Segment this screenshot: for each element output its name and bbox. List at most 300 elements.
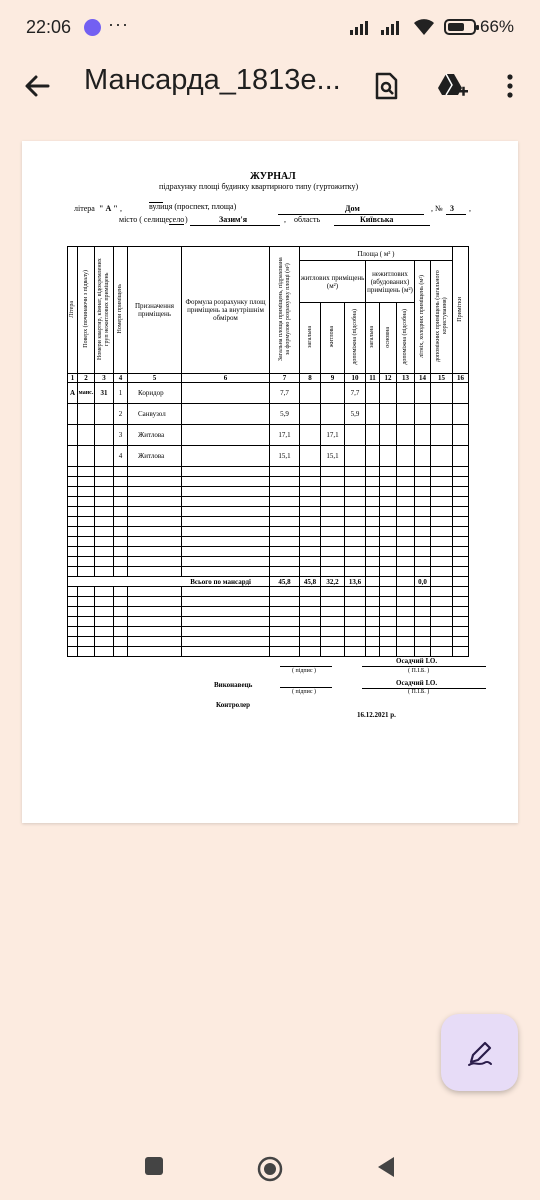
table-cell [366,547,380,557]
table-cell [397,627,415,637]
table-cell: 13 [397,374,415,383]
table-cell [182,487,270,497]
table-cell: 45,8 [270,577,300,587]
table-cell [431,627,453,637]
table-cell [366,487,380,497]
table-cell [95,557,114,567]
table-cell: 4 [114,374,128,383]
status-time: 22:06 [26,17,72,37]
table-cell [321,517,345,527]
table-cell [453,383,469,404]
table-cell: 10 [345,374,366,383]
table-cell [453,557,469,567]
table-cell [431,467,453,477]
table-cell [380,567,397,577]
table-cell [345,647,366,657]
table-cell [415,607,431,617]
table-cell [182,425,270,446]
table-cell [114,637,128,647]
table-cell [182,507,270,517]
col-header-3: Номери квартир, кімнат, відокремлених груп нежитлових приміщень [95,247,114,374]
table-cell [431,617,453,627]
table-cell [128,617,182,627]
table-cell [380,497,397,507]
table-cell [321,567,345,577]
recent-apps-icon[interactable] [143,1155,165,1177]
col-header-12: основна [380,303,397,374]
table-cell [78,567,95,577]
table-cell [397,647,415,657]
save-to-drive-icon[interactable] [432,66,472,106]
col-header-4: Номери приміщень [114,247,128,374]
table-cell [345,637,366,647]
table-cell [453,404,469,425]
table-cell [128,537,182,547]
table-cell [95,647,114,657]
table-cell [128,647,182,657]
table-cell [453,467,469,477]
table-cell [270,627,300,637]
table-cell [128,487,182,497]
table-cell [182,527,270,537]
table-cell [453,446,469,467]
search-in-document-icon[interactable] [366,66,406,106]
table-cell [380,507,397,517]
table-cell [321,537,345,547]
table-cell [380,627,397,637]
table-cell [182,627,270,637]
total-row [68,577,469,587]
table-cell [366,467,380,477]
table-cell [415,507,431,517]
table-cell: 11 [366,374,380,383]
table-cell [114,477,128,487]
table-cell: 15,1 [321,446,345,467]
table-cell [415,497,431,507]
table-cell [321,607,345,617]
table-cell [431,577,453,587]
table-cell: 14 [415,374,431,383]
table-cell [380,446,397,467]
table-cell: 17,1 [321,425,345,446]
table-cell [182,383,270,404]
annotate-button[interactable] [441,1014,518,1091]
table-cell [366,597,380,607]
table-cell [128,547,182,557]
table-cell [415,527,431,537]
back-nav-icon[interactable] [374,1155,398,1179]
table-cell [415,617,431,627]
table-cell [78,587,95,597]
table-cell [68,477,78,487]
table-cell [95,627,114,637]
table-cell [182,557,270,567]
area-table [67,246,469,657]
table-cell [182,537,270,547]
table-cell [415,547,431,557]
table-cell [128,517,182,527]
table-cell [182,446,270,467]
table-cell [345,487,366,497]
table-cell [300,637,321,647]
table-cell [182,404,270,425]
table-cell [128,497,182,507]
table-cell: Коридор [128,383,182,404]
table-cell [68,647,78,657]
table-cell [270,597,300,607]
table-cell [114,557,128,567]
table-cell [300,425,321,446]
table-cell [397,557,415,567]
table-cell: 17,1 [270,425,300,446]
table-cell [114,467,128,477]
table-cell [270,487,300,497]
table-cell: 5,9 [345,404,366,425]
table-cell [114,487,128,497]
city-selo: село [169,215,185,224]
col-header-11: загальна [366,303,380,374]
table-cell [397,537,415,547]
table-cell [128,477,182,487]
table-cell [182,597,270,607]
table-cell [68,537,78,547]
table-cell [68,637,78,647]
table-cell [114,627,128,637]
table-cell [366,425,380,446]
table-cell [453,477,469,487]
table-cell [366,587,380,597]
table-cell [300,647,321,657]
table-cell [431,607,453,617]
table-cell [321,477,345,487]
table-cell [300,477,321,487]
table-cell [114,497,128,507]
table-cell [321,637,345,647]
table-cell [270,467,300,477]
table-cell [345,597,366,607]
table-cell [397,425,415,446]
table-cell [321,497,345,507]
table-cell [78,404,95,425]
table-cell [397,497,415,507]
table-cell [380,647,397,657]
table-cell [345,627,366,637]
table-cell [453,607,469,617]
street-value: Дом [345,204,360,213]
executor-sign-caption: ( підпис ) [292,668,317,674]
table-cell [128,607,182,617]
table-cell [397,517,415,527]
table-cell [182,547,270,557]
table-row [68,383,469,404]
table-cell [397,637,415,647]
table-cell [431,507,453,517]
table-cell [78,467,95,477]
table-cell [366,577,380,587]
table-cell [128,507,182,517]
controller-sign-caption: ( підпис ) [292,689,317,695]
table-cell [270,527,300,537]
table-cell [300,517,321,527]
table-cell: 7,7 [345,383,366,404]
table-cell [453,577,469,587]
table-cell [300,487,321,497]
table-cell [182,497,270,507]
table-cell [68,607,78,617]
table-cell [114,507,128,517]
table-cell [270,497,300,507]
area-group-header: Площа ( м² ) [300,247,453,261]
table-cell [453,637,469,647]
table-cell [380,577,397,587]
table-cell [380,425,397,446]
table-cell [321,383,345,404]
table-cell [380,587,397,597]
table-cell [95,477,114,487]
table-cell [95,497,114,507]
table-cell [270,557,300,567]
table-cell: 15 [431,374,453,383]
table-cell [431,425,453,446]
table-cell [431,567,453,577]
table-cell [366,607,380,617]
table-cell [415,587,431,597]
controller-label: Контролер [216,701,251,709]
col-header-5: Призначення приміщень [128,247,182,374]
table-cell [431,647,453,657]
table-cell [453,567,469,577]
table-cell [321,617,345,627]
table-cell [321,487,345,497]
table-cell [78,425,95,446]
table-cell [321,627,345,637]
table-cell [321,597,345,607]
table-cell [182,617,270,627]
table-cell [182,637,270,647]
table-cell: 7 [270,374,300,383]
table-cell [68,617,78,627]
table-cell [95,487,114,497]
status-bar [0,0,540,56]
table-cell [321,547,345,557]
table-cell [300,537,321,547]
table-cell: 1 [68,374,78,383]
table-cell: Всього по мансарді [68,577,270,587]
table-cell [453,507,469,517]
col-header-10: допоміжна (підсобна) [345,303,366,374]
table-cell [300,467,321,477]
table-cell [453,537,469,547]
living-group-header: житлових приміщень (м²) [300,261,366,303]
table-cell [345,477,366,487]
table-cell [345,507,366,517]
table-cell: 12 [380,374,397,383]
table-cell [415,487,431,497]
table-cell [453,647,469,657]
table-cell [128,467,182,477]
table-cell [68,467,78,477]
table-cell [321,507,345,517]
table-cell [453,587,469,597]
table-cell [321,527,345,537]
column-numbers-row [68,374,469,383]
table-cell [415,637,431,647]
pdf-viewer[interactable] [0,120,540,1135]
table-cell [114,537,128,547]
table-cell [453,517,469,527]
table-cell [270,477,300,487]
table-cell [95,617,114,627]
table-cell [366,557,380,567]
table-cell [415,383,431,404]
table-cell [78,647,95,657]
table-cell: А [68,383,78,404]
table-cell [78,557,95,567]
table-cell [415,517,431,527]
table-cell [78,597,95,607]
table-cell [415,467,431,477]
table-cell [68,487,78,497]
table-cell [366,517,380,527]
table-cell [380,527,397,537]
table-cell [415,404,431,425]
table-cell [68,567,78,577]
table-cell [321,557,345,567]
table-cell [95,467,114,477]
table-cell [68,404,78,425]
table-row [68,446,469,467]
table-cell [431,557,453,567]
table-cell [95,517,114,527]
litera-label: літера [74,204,95,213]
table-cell [345,425,366,446]
table-cell [182,647,270,657]
controller-pib-caption: ( П.І.Б. ) [408,689,430,695]
document-page: ЖУРНАЛ підрахунку площі будинку квартирного типу (гуртожитку) літера " А " , вулиця (проспект, площа) Дом , № 3 , місто ( селище, село ) Зазим'я , область Київська Літера Поверх (починаючи з підвалу) Номери квартир, кімнат, відокремлених груп нежитлових приміщень Номери приміщень Призначення приміщень Формула розрахунку площ приміщень за внутрішнім обміром Загальна площа приміщень, підрахована за формулою розрахунку площі (м²) Площа ( м² ) Примітки житлових приміщень (м²) нежитлових (вбудованих) приміщень (м²) літніх, холодних приміщень (м²) допоміжних приміщень (загального користування) загальна житлова допоміжна (підсобна) загальна основна допоміжна (підсобна) 1 2 3 4 5 6 7 8 9 10 11 12 13 14 15 16 А манс. 31 1 Коридор 7,7 7,7 2 Санвузол 5,9 5,9 3 Житлова 17,1 17,1 4 Житлова 15,1 15,1 Всього по мансарді 45,8 45,8 32,2 13,6 0,0 ( підпис ) Осадчий І.О. ( П.І.Б. ) Виконавець ( підпис ) Осадчий І.О. ( П.І.Б. ) Контролер 16.12.2021 р. [22,141,518,823]
table-cell [182,517,270,527]
wifi-icon [412,17,436,37]
col-header-2: Поверх (починаючи з підвалу) [78,247,95,374]
col-header-16: Примітки [453,247,469,374]
number-label: , № [431,204,443,213]
more-options-icon[interactable] [490,66,530,106]
app-bar [0,56,540,120]
table-cell [397,404,415,425]
battery-icon [444,19,476,35]
back-arrow-icon[interactable] [18,66,58,106]
table-cell [366,404,380,425]
table-cell: 32,2 [321,577,345,587]
table-cell [300,607,321,617]
table-cell [300,587,321,597]
table-cell [397,507,415,517]
table-cell [78,527,95,537]
journal-subtitle: підрахунку площі будинку квартирного типу (гуртожитку) [159,182,359,191]
more-notifications-icon: ··· [108,14,129,34]
table-cell [380,597,397,607]
table-cell: 3 [114,425,128,446]
table-cell [415,557,431,567]
table-cell [182,567,270,577]
table-cell [345,557,366,567]
number-value: 3 [450,204,454,213]
table-cell [68,425,78,446]
table-cell [114,647,128,657]
table-cell [431,477,453,487]
table-cell: 0,0 [415,577,431,587]
table-cell: Житлова [128,446,182,467]
table-cell [78,617,95,627]
table-cell [345,617,366,627]
table-cell: Санвузол [128,404,182,425]
table-cell [345,467,366,477]
table-cell [128,557,182,567]
table-cell [345,587,366,597]
table-cell [397,577,415,587]
table-cell [415,425,431,446]
nonliving-group-header: нежитлових (вбудованих) приміщень (м²) [366,261,415,303]
table-cell [366,537,380,547]
table-cell [453,497,469,507]
table-cell [270,537,300,547]
table-cell [366,497,380,507]
table-cell [345,607,366,617]
city-value: Зазим'я [219,215,248,224]
table-cell [397,607,415,617]
table-row [68,425,469,446]
table-cell [380,607,397,617]
table-cell [380,557,397,567]
table-cell [453,425,469,446]
table-cell [397,617,415,627]
oblast-label: область [294,215,321,224]
col-header-8: загальна [300,303,321,374]
table-cell [366,527,380,537]
table-cell [114,547,128,557]
table-cell [415,627,431,637]
table-cell: 5 [128,374,182,383]
col-header-1: Літера [68,247,78,374]
table-cell: 3 [95,374,114,383]
table-row [68,404,469,425]
table-cell [300,597,321,607]
table-cell [397,587,415,597]
system-nav-bar [0,1135,540,1200]
table-cell [300,527,321,537]
table-cell [366,647,380,657]
table-cell [300,617,321,627]
table-cell [345,567,366,577]
table-cell [68,557,78,567]
street-label: вулиця (проспект, площа) [149,202,237,211]
table-cell [431,547,453,557]
litera-value: " А " [99,204,118,213]
table-cell [95,567,114,577]
table-cell [95,547,114,557]
home-icon[interactable] [256,1155,284,1183]
table-cell [95,587,114,597]
col-header-14: літніх, холодних приміщень (м²) [415,261,431,374]
table-cell [366,507,380,517]
table-cell [78,627,95,637]
pen-icon [465,1038,495,1068]
table-cell [380,617,397,627]
table-cell [380,383,397,404]
table-cell [68,507,78,517]
table-cell [182,607,270,617]
table-cell [431,597,453,607]
battery-percent: 66% [480,17,515,36]
